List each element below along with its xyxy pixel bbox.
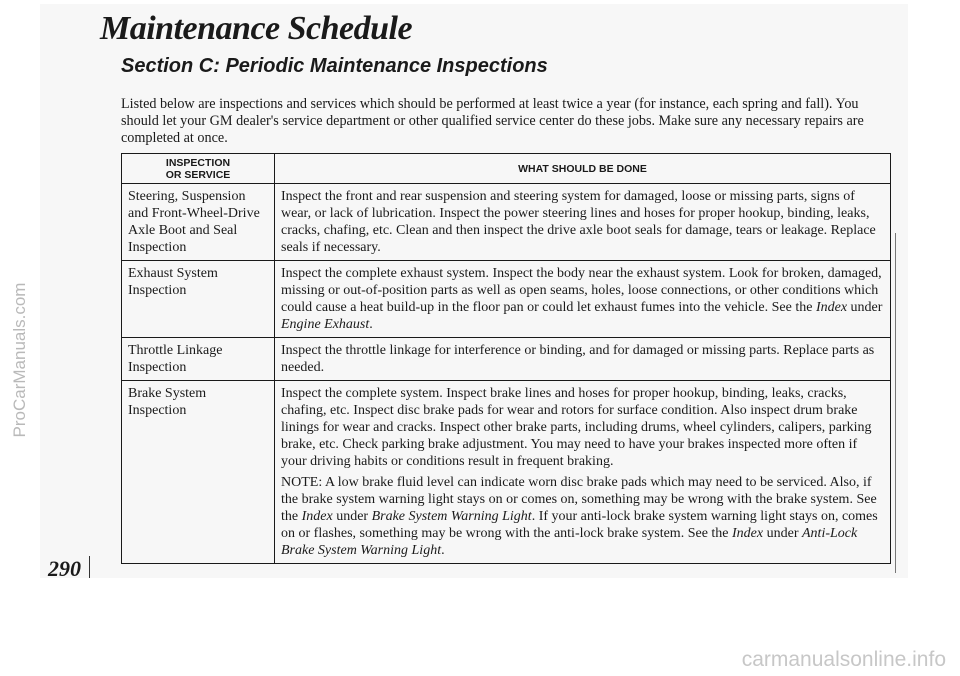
col-header-inspection-line1: INSPECTION [165,157,231,169]
table-row [122,184,891,261]
service-name-line: and Front-Wheel-Drive [128,206,260,221]
service-name [122,184,275,261]
col-header-inspection-line2: OR SERVICE [165,169,231,181]
service-name-line: Inspection [128,283,187,298]
service-name-line: Inspection [128,240,187,255]
service-name-line: Brake System [128,386,207,401]
index-reference: Index [815,300,848,315]
description-text: Inspect the complete exhaust system. Inspect the body near the exhaust system. Look for broken, damaged, missing or out-of-position parts as well as open seams, holes, loose connections, or other conditions which could cause a heat build-up in the floor pan or could let exhaust fumes into the vehicle. See the [281,266,882,315]
service-description: Inspect the throttle linkage for interference or binding, and for damaged or missing parts. Replace parts as needed. [275,338,891,381]
index-topic: Engine Exhaust [281,317,370,332]
page-title: Maintenance Schedule [100,10,413,47]
punctuation: . [441,543,445,558]
service-name [122,381,275,564]
service-name-line: Inspection [128,403,187,418]
service-name-line: Axle Boot and Seal [128,223,238,238]
margin-rule [895,233,896,573]
service-name-line: Inspection [128,360,187,375]
index-reference: Index [301,509,333,524]
section-title: Section C: Periodic Maintenance Inspections [121,55,548,77]
col-header-inspection [122,154,275,184]
service-description [275,381,891,564]
side-watermark-text: ProCarManuals.com [10,282,29,438]
table-header-row [122,154,891,184]
service-name-line: Throttle Linkage [128,343,223,358]
service-description: Inspect the front and rear suspension and steering system for damaged, loose or missing parts, signs of wear, or lack of lubrication. Inspect the power steering lines and hoses for proper hookup, binding, leaks, cracks, chafing, etc. Clean and then inspect the drive axle boot seals for damage, tears or leakage. Replace seals if necessary. [275,184,891,261]
description-text: Inspect the complete system. Inspect brake lines and hoses for proper hookup, binding, leaks, cracks, chafing, etc. Inspect disc brake pads for wear and rotors for surface condition. Also inspect drum brake linings for wear and cracks. Inspect other brake parts, including drums, wheel cylinders, calipers, parking brake, etc. Check parking brake adjustment. You may need to have your brakes inspected more often if your driving habits or conditions result in frequent braking. [281,386,872,469]
punctuation: . [369,317,373,332]
service-name [122,261,275,338]
index-topic: Anti-Lock Brake System Warning Light [281,526,858,558]
note-text: . If your anti-lock brake system warning light stays on, comes on or flashes, something may be wrong with the anti-lock brake system. See the [281,509,878,541]
service-name [122,338,275,381]
under-word: under [850,300,883,315]
table-row [122,338,891,381]
col-header-what: WHAT SHOULD BE DONE [275,154,891,184]
bottom-watermark: carmanualsonline.info [741,648,946,671]
service-description [275,261,891,338]
index-topic: Brake System Warning Light [371,509,532,524]
side-watermark [2,80,38,640]
service-name-line: Exhaust System [128,266,218,281]
note-text: NOTE: A low brake fluid level can indicate worn disc brake pads which may need to be serviced. Also, if the brake system warning light stays on or comes on, something may be wrong with the brake system. See the [281,475,877,524]
index-reference: Index [732,526,764,541]
brake-note [281,474,884,559]
page-number: 290 [48,556,81,581]
table-row [122,381,891,564]
inspection-table [121,153,891,564]
table-row [122,261,891,338]
under-word: under [766,526,799,541]
under-word: under [336,509,369,524]
service-name-line: Steering, Suspension [128,189,246,204]
page-number-rule [89,556,90,578]
intro-paragraph: Listed below are inspections and services which should be performed at least twice a year (for instance, each spring and fall). You should let your GM dealer's service department or other qualified service center do these jobs. Make sure any necessary repairs are completed at once. [121,96,864,146]
